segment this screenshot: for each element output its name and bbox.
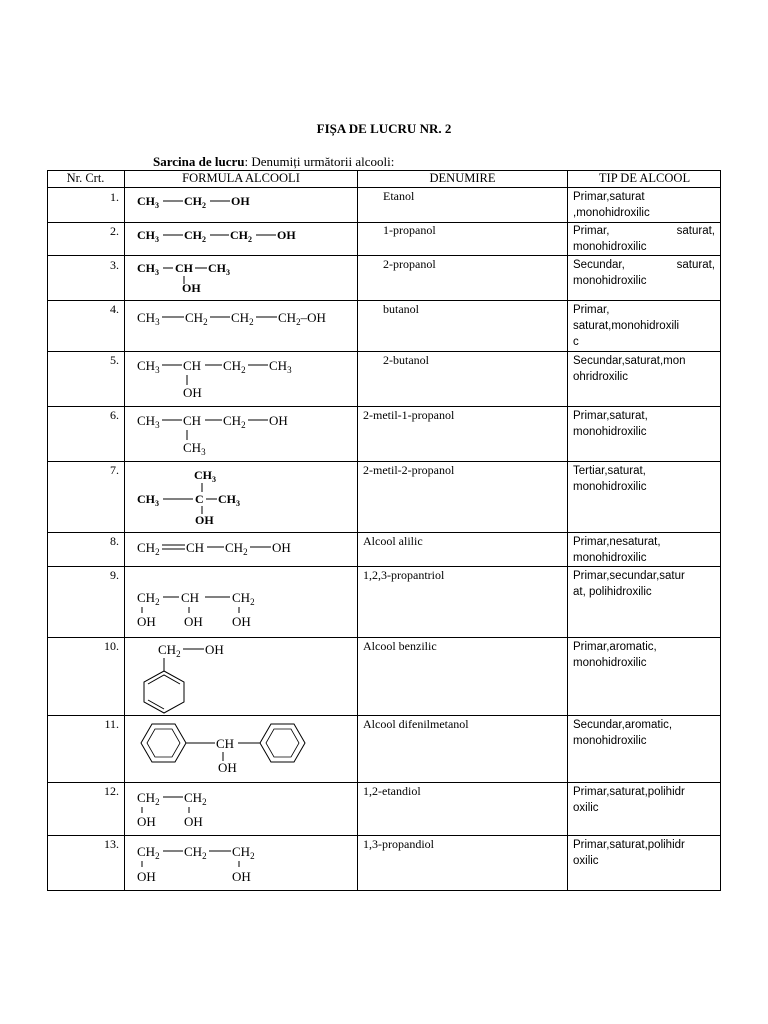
svg-text:OH: OH — [232, 869, 251, 884]
row-7-type: Tertiar,saturat, monohidroxilic — [573, 465, 647, 493]
svg-text:CH2: $CH_2$ — [158, 642, 181, 659]
svg-text:CH: CH — [216, 736, 235, 751]
svg-text:CH3: $CH_3$ — [194, 468, 216, 484]
row-12-name: 1,2-etandiol — [363, 784, 421, 798]
svg-text:CH2: $CH_2$ — [137, 590, 160, 607]
row-9-name: 1,2,3-propantriol — [363, 568, 445, 582]
row-3-nr: 3. — [110, 258, 119, 272]
svg-text:CH2: $CH_2$ — [225, 540, 248, 557]
svg-text:C: C — [195, 492, 204, 506]
row-10-nr: 10. — [104, 639, 119, 653]
row-8-name: Alcool alilic — [363, 534, 423, 548]
svg-text:CH2: $CH_2$ — [232, 590, 255, 607]
svg-text:OH: OH — [137, 614, 156, 629]
task-text: : Denumiți următorii alcooli: — [244, 154, 395, 169]
svg-text:CH3: $CH_3$ — [137, 492, 159, 508]
header-formula: FORMULA ALCOOLI — [182, 171, 300, 185]
row-6-type: Primar,saturat, monohidroxilic — [573, 410, 648, 438]
row-3-type: Secundar, saturat, monohidroxilic — [573, 259, 715, 287]
row-2-name: 1-propanol — [383, 223, 436, 237]
svg-text:CH3: $CH_3$ — [137, 261, 159, 277]
row-10-type: Primar,aromatic, monohidroxilic — [573, 641, 657, 669]
row-5-name: 2-butanol — [383, 353, 429, 367]
row-5-nr: 5. — [110, 353, 119, 367]
row-2-type: Primar, saturat, monohidroxilic — [573, 225, 715, 253]
header-name: DENUMIRE — [429, 171, 496, 185]
header-nr: Nr. Crt. — [66, 171, 105, 185]
svg-text:CH2: $CH_2$ — [232, 844, 255, 861]
svg-text:CH2: $CH_2$ — [137, 844, 160, 861]
row-8-type: Primar,nesaturat, monohidroxilic — [573, 536, 661, 564]
row-4-nr: 4. — [110, 302, 119, 316]
svg-text:OH: OH — [231, 194, 250, 208]
svg-text:CH3: $CH_3$ — [137, 413, 160, 430]
svg-text:CH2: $CH_2$ — [230, 228, 252, 244]
svg-text:OH: OH — [205, 642, 224, 657]
svg-text:OH: OH — [137, 869, 156, 884]
alcohols-table — [47, 170, 721, 891]
row-3-name: 2-propanol — [383, 257, 436, 271]
header-type: TIP DE ALCOOL — [598, 171, 691, 185]
row-8-nr: 8. — [110, 534, 119, 548]
row-4-type: Primar, saturat,monohidroxili c — [573, 304, 680, 348]
svg-text:OH: OH — [269, 413, 288, 428]
task-instruction — [153, 154, 394, 170]
svg-text:CH: CH — [181, 590, 200, 605]
task-label: Sarcina de lucru — [153, 154, 245, 169]
row-6-name: 2-metil-1-propanol — [363, 408, 455, 422]
svg-text:CH3: $CH_3$ — [183, 440, 206, 457]
svg-text:CH3: $CH_3$ — [208, 261, 230, 277]
svg-text:OH: OH — [277, 228, 296, 242]
svg-text:OH: OH — [137, 814, 156, 829]
svg-text:OH: OH — [218, 760, 237, 775]
svg-text:CH2: $CH_2$ — [137, 540, 160, 557]
svg-text:CH2: $CH_2$ — [231, 310, 254, 327]
svg-text:CH2: $CH_2$ — [137, 790, 160, 807]
svg-text:CH2: $CH_2$ — [223, 413, 246, 430]
svg-text:OH: OH — [195, 513, 214, 527]
svg-text:CH: CH — [183, 413, 202, 428]
svg-text:CH2: $CH_2$ — [184, 844, 207, 861]
svg-text:CH3: $CH_3$ — [218, 492, 240, 508]
row-13-type: Primar,saturat,polihidr oxilic — [573, 839, 685, 867]
svg-text:CH3: $CH_3$ — [137, 310, 160, 327]
svg-text:CH2–OH: $CH_2-OH$ — [278, 310, 326, 327]
svg-text:CH2: $CH_2$ — [184, 790, 207, 807]
row-4-name: butanol — [383, 302, 419, 316]
row-10-name: Alcool benzilic — [363, 639, 437, 653]
svg-text:CH3: $CH_3$ — [137, 358, 160, 375]
row-1-type: Primar,saturat ,monohidroxilic — [573, 191, 650, 219]
row-1-nr: 1. — [110, 190, 119, 204]
row-13-nr: 13. — [104, 837, 119, 851]
row-7-nr: 7. — [110, 463, 119, 477]
svg-text:CH2: $CH_2$ — [185, 310, 208, 327]
row-9-nr: 9. — [110, 568, 119, 582]
svg-text:CH2: $CH_2$ — [184, 194, 206, 210]
row-2-nr: 2. — [110, 224, 119, 238]
row-7-name: 2-metil-2-propanol — [363, 463, 455, 477]
row-11-name: Alcool difenilmetanol — [363, 717, 469, 731]
row-5-type: Secundar,saturat,mon ohridroxilic — [573, 355, 686, 383]
svg-text:OH: OH — [232, 614, 251, 629]
page-title: FIȘA DE LUCRU NR. 2 — [316, 121, 452, 136]
row-12-type: Primar,saturat,polihidr oxilic — [573, 786, 685, 814]
svg-text:CH: CH — [183, 358, 202, 373]
row-9-type: Primar,secundar,satur at, polihidroxilic — [573, 570, 685, 598]
row-1-name: Etanol — [383, 189, 415, 203]
row-11-type: Secundar,aromatic, monohidroxilic — [573, 719, 673, 747]
svg-text:OH: OH — [272, 540, 291, 555]
svg-text:CH3: $CH_3$ — [137, 194, 159, 210]
svg-text:OH: OH — [184, 814, 203, 829]
row-13-name: 1,3-propandiol — [363, 837, 434, 851]
svg-text:CH: CH — [175, 261, 193, 275]
row-12-nr: 12. — [104, 784, 119, 798]
svg-text:CH3: $CH_3$ — [137, 228, 159, 244]
svg-text:OH: OH — [182, 281, 201, 295]
row-11-nr: 11. — [104, 717, 119, 731]
svg-text:CH2: $CH_2$ — [223, 358, 246, 375]
svg-text:OH: OH — [184, 614, 203, 629]
row-6-nr: 6. — [110, 408, 119, 422]
svg-text:CH2: $CH_2$ — [184, 228, 206, 244]
svg-text:CH: CH — [186, 540, 205, 555]
svg-text:OH: OH — [183, 385, 202, 400]
svg-text:CH3: $CH_3$ — [269, 358, 292, 375]
